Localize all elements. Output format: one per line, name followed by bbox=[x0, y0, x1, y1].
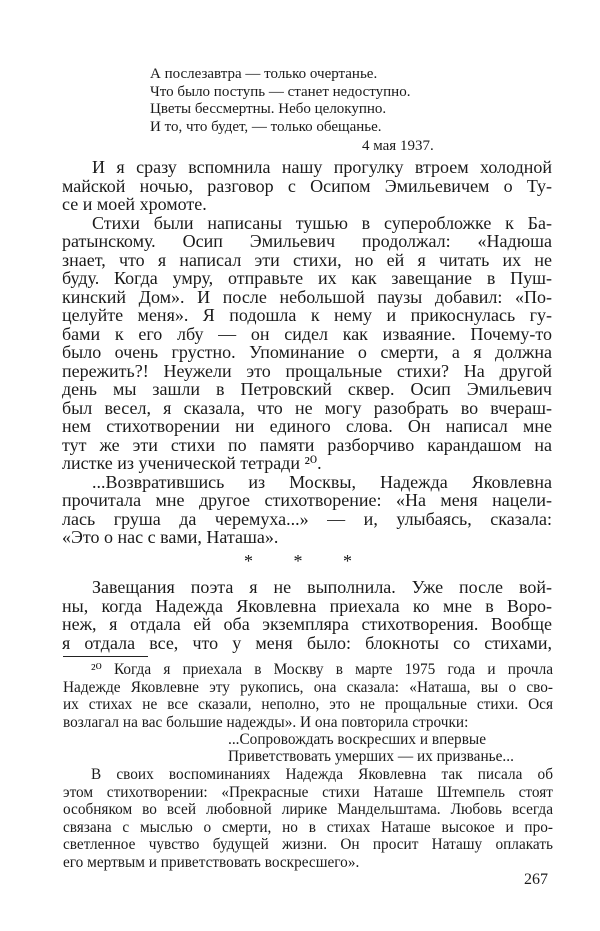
text-line: Завещания поэта я не выполнила. Уже после вой- bbox=[92, 577, 552, 597]
text-line: ...Возвратившись из Москвы, Надежда Яковлевна bbox=[92, 471, 552, 492]
text-line: день мы зашли в Петровский сквер. Осип Эмильевич bbox=[62, 379, 552, 399]
footnote-outro bbox=[63, 766, 553, 871]
footnote-line: возлагал на вас большие надежды». И она повторила строчки: bbox=[63, 713, 469, 731]
page-number: 267 bbox=[524, 871, 548, 888]
poem-line: Цветы бессмертны. Небо целокупно. bbox=[150, 101, 387, 118]
text-line: целуйте меня». Я подошла к нему и прикоснулась гу- bbox=[62, 305, 552, 325]
text-line: я отдала все, что у меня было: блокноты со стихами, bbox=[62, 632, 552, 653]
footnote-line: особняком во всей любовной лирике Мандельштама. Любовь всегда bbox=[63, 801, 553, 818]
text-line: се и моей хромоте. bbox=[62, 194, 207, 214]
poem-line: А послезавтра — только очертанье. bbox=[150, 66, 378, 82]
text-line: прочитала мне другое стихотворение: «На меня нацели- bbox=[62, 490, 552, 510]
text-line: Стихи были написаны тушью в суперобложке к Ба- bbox=[92, 212, 552, 233]
main-text bbox=[62, 158, 552, 652]
footnote-intro bbox=[63, 661, 553, 731]
text-line: майской ночью, разговор с Осипом Эмильевичем о Ту- bbox=[62, 175, 552, 196]
footnote-line: светленное чувство будущей жизни. Он просит Наташу оплакать bbox=[63, 836, 553, 853]
text-line: был весел, я сказала, что не могу разобрать во вчераш- bbox=[62, 397, 552, 418]
text-line: лась груша да черемуха...» — и, улыбаясь, сказала: bbox=[62, 508, 552, 529]
text-line: кинский Дом». И после небольшой паузы добавил: «По- bbox=[62, 286, 552, 307]
verse-line: ...Сопровождать воскресших и впервые bbox=[228, 731, 486, 748]
text-line: бами к его лбу — он сидел как изваяние. Почему-то bbox=[62, 323, 552, 344]
text-line: тут же эти стихи по памяти разборчиво карандашом на bbox=[62, 434, 552, 455]
footnote-line: Надежде Яковлевне эту рукопись, она сказала: «Наташа, вы о сво- bbox=[63, 678, 553, 696]
poem-date: 4 мая 1937. bbox=[362, 138, 434, 154]
footnote-verse bbox=[63, 731, 553, 765]
text-line: И я сразу вспомнила нашу прогулку втроем холодной bbox=[92, 157, 552, 177]
text-line: ратынскому. Осип Эмильевич продолжал: «Надюша bbox=[62, 231, 552, 251]
poem-line: И то, что будет, — только обещанье. bbox=[150, 118, 382, 135]
footnote-line: связана с мыслью о смерти, но в стихах Наташе высокое и про- bbox=[63, 818, 553, 836]
footnote-line: ²⁰ Когда я приехала в Москву в марте 1975 года и прочла bbox=[91, 661, 553, 678]
footnote-line: этом стихотворении: «Прекрасные стихи Наташе Штемпель стоят bbox=[63, 783, 553, 801]
footnote-rule bbox=[63, 656, 148, 657]
footnote-line: их стихах не все сказали, неполно, это не прощальные стихи. Ося bbox=[63, 696, 553, 713]
poem-line: Что было поступь — станет недоступно. bbox=[150, 83, 411, 100]
text-line: было очень грустно. Упоминание о смерти, а я должна bbox=[62, 342, 552, 362]
section-separator: * * * bbox=[244, 550, 370, 571]
separator-row bbox=[62, 547, 552, 579]
text-line: листке из ученической тетради ²⁰. bbox=[62, 453, 322, 473]
text-line: неж, я отдала ей оба экземпляра стихотворения. Вообще bbox=[62, 614, 552, 634]
text-line: буду. Когда умру, отправьте их как завещание в Пуш- bbox=[62, 268, 552, 288]
paragraphs-before bbox=[62, 158, 552, 547]
paragraphs-after bbox=[62, 578, 552, 652]
footnote-line: его мертвым и приветствовать воскресшего». bbox=[63, 853, 360, 871]
text-line: «Это о нас с вами, Наташа». bbox=[62, 527, 279, 547]
text-line: ны, когда Надежда Яковлевна приехала ко мне в Воро- bbox=[62, 595, 552, 616]
text-line: пережить?! Неужели это прощальные стихи? На другой bbox=[62, 360, 552, 381]
footnote-line: В своих воспоминаниях Надежда Яковлевна так писала об bbox=[91, 766, 553, 783]
text-line: нем стихотворении ни единого слова. Он написал мне bbox=[62, 416, 552, 436]
text-line: знает, что я написал эти стихи, но ей я читать их не bbox=[62, 249, 552, 270]
epigraph-poem bbox=[150, 66, 410, 136]
verse-line: Приветствовать умерших — их призванье... bbox=[228, 748, 514, 765]
footnote bbox=[63, 661, 553, 871]
